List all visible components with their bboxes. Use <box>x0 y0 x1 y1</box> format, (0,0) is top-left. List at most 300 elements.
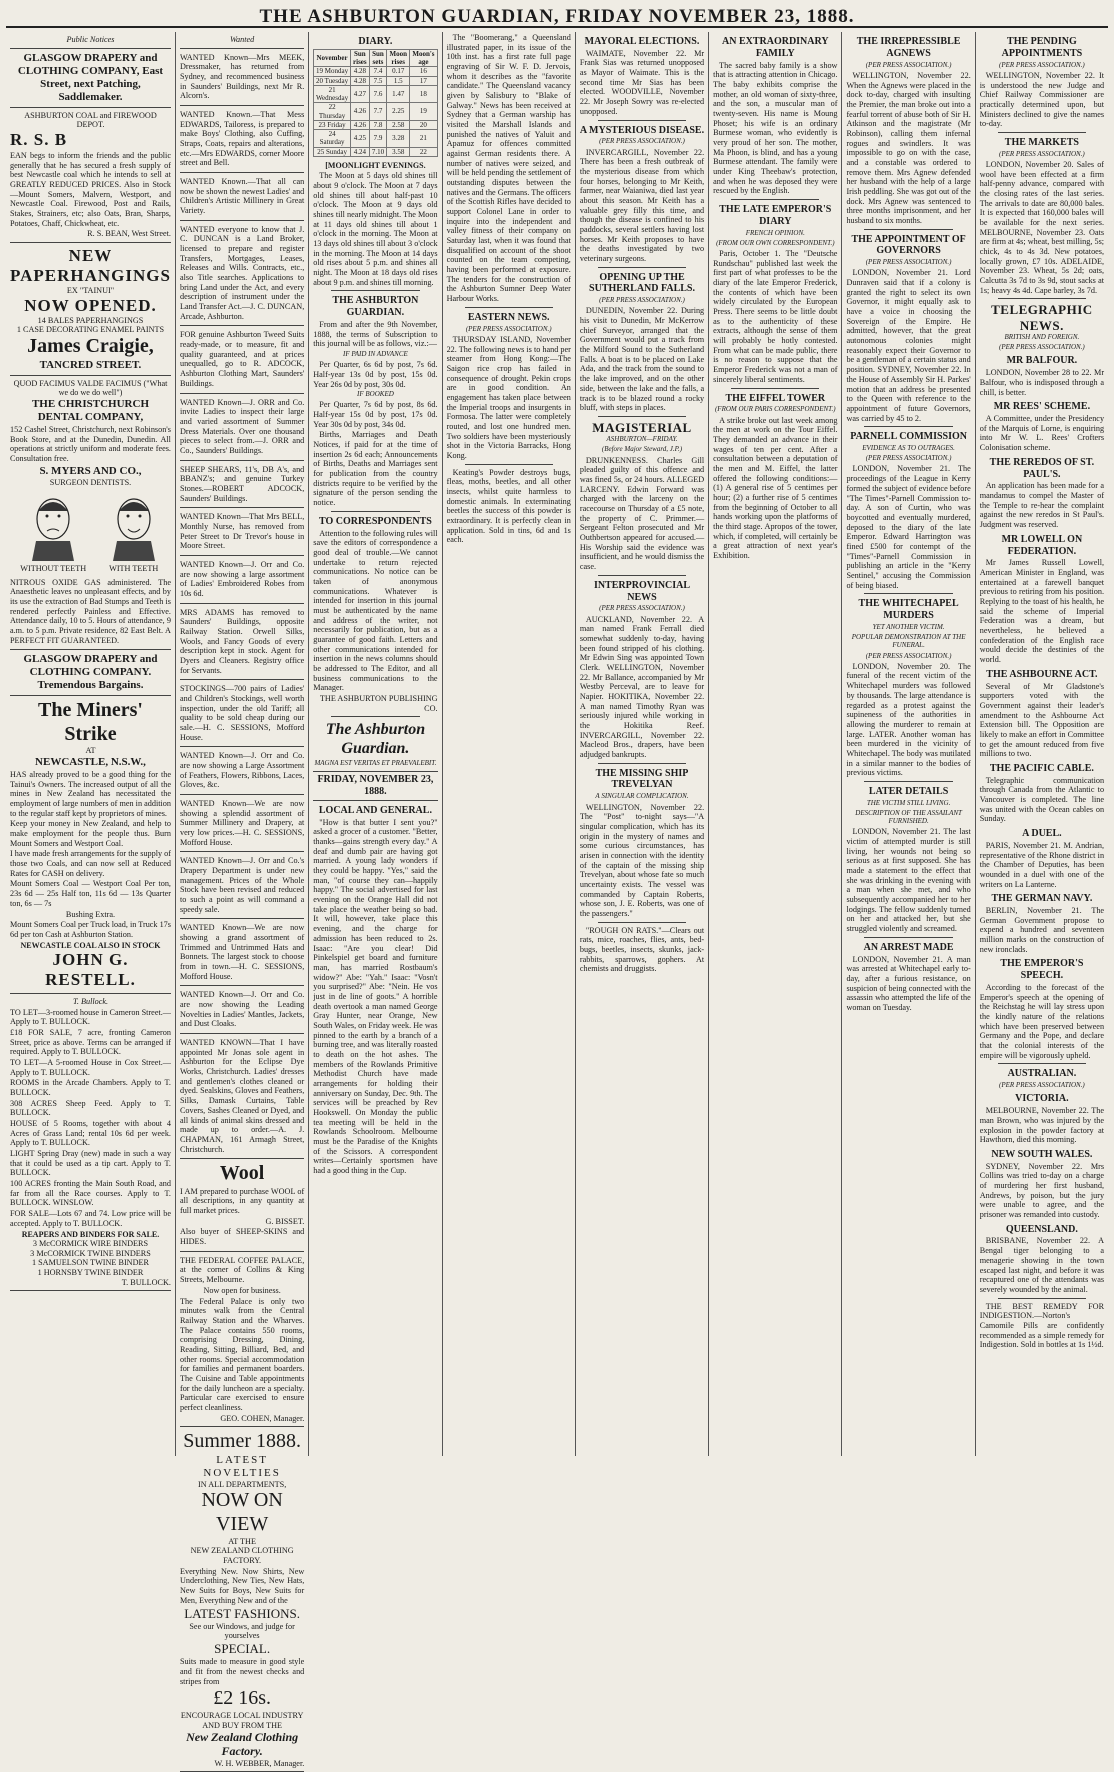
divider <box>864 937 952 938</box>
divider <box>998 298 1086 299</box>
ad-merchant-name: JOHN G. RESTELL. <box>45 949 136 989</box>
ad-signature: G. BISSET. <box>265 1216 305 1226</box>
article-body: BERLIN, November 21. The German Government propose to expend a hundred and seventeen million marks on the construction of new ironclads. <box>979 906 1105 954</box>
article-source: (PER PRESS ASSOCIATION.) <box>599 296 685 305</box>
table-cell: 20 <box>410 120 437 129</box>
ad-item: 100 ACRES fronting the Main South Road, and far from all the Race courses. Apply to T. BULLOCK. WINSLOW. <box>10 1179 171 1208</box>
article-source: (PER PRESS ASSOCIATION.) <box>599 137 685 146</box>
table-body <box>314 67 437 157</box>
ad-body: Keep your money in New Zealand, and help to make employment for the people thus. Burn Mount Somers and Westport Coal. <box>10 819 171 848</box>
table-row <box>314 85 437 103</box>
ad-body: WANTED Known—J. ORR and Co. invite Ladies to inspect their large and varied assortment of Summer Dress Materials. Over one thousand pieces to select from.—J. ORR and Co., Saunders' Buildings. <box>179 397 305 455</box>
wanted-ad <box>180 461 304 509</box>
table-cell: 23 Friday <box>314 120 351 129</box>
table-cell: 20 Tuesday <box>314 76 351 85</box>
article-heading: MR REES' SCHEME. <box>993 401 1091 413</box>
article-body: "How is that butter I sent you?" asked a grocer of a customer. "Better, thanks—gains strength every day." A deaf and dumb pair are having got married. A young lady wonders if they could be happy. "Yes," said the man, "of course they can—happily happy." The social advertised for last evening on the Orange Hall did not take place the weather being so bad. It will, however, take place this evening, and the charge for admission has been reduced to 2s. Isaac: "Are you clear! Did Pinkelspiel get board and furniture man, has married Rostbaum's widow?" Abe: "Yah." Isaac: "Vosn't you surprised?" Abe: "Nein. He vos just in de line of goots." A horrible death overtook a man named George Gray Hunter, near Orange, New South Wales, on Friday week. He was pinned to the earth by a branch of a burning tree, and was literally roasted to death on the hot ashes. The members of the Rowlands Primitive Methodist Church have made arrangements for holding their anniversary on Sunday, Dec. 9th. The services will be preached by Rev Hookswell. On Monday the public tea meeting will be held in the Rowlands Schoolroom. Melbourne must be the Paradise of the Knights of the Scissors. A correspondent writes—Certainly sportsmen have had a good thing in the Cup. <box>313 817 438 1175</box>
table-cell: 4.28 <box>350 76 369 85</box>
table-cell: 18 <box>410 85 437 103</box>
table-cell: 25 Sunday <box>314 147 351 156</box>
article-body: LONDON, November 20. The funeral of the recent victim of the Whitechapel murders was followed by thousands. The large attendance is regarded as a protest against the supineness of the authorities in allowing the murderer to remain at large. LATER. Another woman has been murdered in the vicinity of Whitechapel. The body was mutilated in a similar manner to the bodies of previous victims. <box>846 661 971 778</box>
article-heading: A DUEL. <box>1022 828 1062 840</box>
table-cell: 19 Monday <box>314 67 351 76</box>
article-heading: AN ARREST MADE <box>863 941 954 953</box>
ad-line: 14 BALES PAPERHANGINGS <box>37 315 144 325</box>
article-subheading: ASHBURTON—FRIDAY. <box>606 435 678 444</box>
divider <box>598 922 686 923</box>
table-row <box>314 130 437 148</box>
article-heading: QUEENSLAND. <box>1005 1223 1078 1235</box>
ad-item: ROOMS in the Arcade Chambers. Apply to T. BULLOCK. <box>10 1078 171 1098</box>
article-body: A Committee, under the Presidency of the Marquis of Lorne, is enquiring into Mr W. L. Rees' Crofters Colonisation scheme. <box>979 414 1105 453</box>
dental-ad <box>10 376 171 651</box>
advertisement-text: "ROUGH ON RATS."—Clears out rats, mice, roaches, flies, ants, bed-bugs, beetles, insects, skunks, jack-rabbits, sparrows, gophers. At chemists and druggists. <box>579 925 705 974</box>
ad-signature: R. S. BEAN, West Street. <box>87 229 171 239</box>
ad-note: Bushing Extra. <box>65 909 116 919</box>
article-subheading: EVIDENCE AS TO OUTRAGES. <box>862 443 955 452</box>
article-body: INVERCARGILL, November 22. There has been a fresh outbreak of the mysterious disease from which four horses, belonging to Mr Keith, farmer, near Waianiwa, died last year about this season. Mr Keith has a valuable grey filly this time, and though the disease is confined to his paddocks, several settlers having lost horses. Mr Keith proposes to have the deaths investigated by two veterinary surgeons. <box>579 147 705 263</box>
ad-note: Mount Somers Coal per Truck load, in Truck 17s 6d per ton Cash at Ashburton Station. <box>10 920 171 939</box>
article-body: DRUNKENNESS. Charles Gill pleaded guilty of this offence and was fined 5s, or 24 hours. ALLEGED LARCENY. Edwin Forward was charged with the larceny on the racecourse on Thursday of a £5 note, the property of C. Primmer.—Sergeant Felton prosecuted and Mr Outhbertson appeared for accused.—His Worship said the evidence was insufficient, and he would dismiss the case. <box>579 455 705 572</box>
wanted-ad <box>180 795 304 852</box>
column-6 <box>709 32 842 1456</box>
article-heading: THE LATE EMPEROR'S DIARY <box>719 204 832 227</box>
ad-signature: GEO. COHEN, Manager. <box>220 1413 305 1423</box>
wanted-ad <box>180 747 304 795</box>
article-body: WELLINGTON, November 22. The "Post" to-night says—"A singular complication, which has its origin in the mystery of names and some curious circumstances, has arisen in connection with the identity of the captain of the missing ship Trevelyan, about whose fate so much uncertainty exists. The vessel was commanded by Captain Roberts, whose son, J. E. Roberts, was one of the passengers." <box>579 802 705 918</box>
article-subheading: FRENCH OPINION. <box>745 228 805 237</box>
article-body: BRISBANE, November 22. A Bengal tiger belonging to a menagerie showing in the town escaped last night, and before it was recaptured one of the attendants was severely wounded by the animal. <box>979 1236 1105 1294</box>
article-body: LONDON, November 21. Lord Dunraven said that if a colony is granted the right to select its own Governor, it might equally ask to have a voice in choosing the Sovereign of the Empire. He admitted, however, that the great autonomous colonies might reasonably expect their Governor to be a gentleman of a certain status and position. SYDNEY, November 22. In the House of Assembly Sir H. Parkes' motion that an address be presented to the Queen with reference to the appointment of future Governors, was carried by 45 to 2. <box>846 268 971 423</box>
ad-special: SPECIAL. <box>214 1641 271 1656</box>
ad-item: REAPERS AND BINDERS FOR SALE. <box>21 1229 160 1239</box>
divider <box>465 464 553 465</box>
article-source: (PER PRESS ASSOCIATION.) <box>999 1081 1085 1090</box>
ad-body: HAS already proved to be a good thing for the Tainui's Owners. The increased output of all the mines in New Zealand has necessitated the employment of large numbers of men in addition to the regular staff kept by proprietors of mines. <box>10 770 171 818</box>
wanted-ad <box>180 173 304 221</box>
ad-signature: W. H. WEBBER, Manager. <box>214 1758 305 1768</box>
wanted-ad <box>180 394 304 461</box>
article-heading: THE ASHBOURNE ACT. <box>986 668 1098 680</box>
ad-heading: Wool <box>219 1162 265 1185</box>
article-body: WELLINGTON, November 22. It is understood the new Judge and Chief Railway Commissioner are practically determined upon, but Ministers declined to give the names to-day. <box>979 70 1105 129</box>
ad-body: WANTED Known—J. Orr and Co.'s Drapery Department is under new management. Prices of the Whole Stock have been revised and reduced to such a point as will command a speedy sale. <box>179 856 305 914</box>
article-body: The "Boomerang," a Queensland illustrated paper, in its issue of the 10th inst. has a first rate full page engraving of Sir W. F. D. Jervois, whom it describes as the "favorite candidate." The Queensland vacancy given by Salisbury to "Blake of Galway." News has been received at Sydney that a German warship has visited the Marshall Islands and punished the natives of Yaluit and Apamuz for offences committed against German residents there. A number of natives were seized, and will be held pending the settlement of outstanding disputes between the natives and the Germans. The officers of the Scottish Rifles have decided to support Colonel Lane in order to inquire into the independent and valley fitness of their company on Saturday last, when it was found that disqualified on account of the shoot counted on the team competing, having been performed at exposure. The tenders for the construction of the Ashburton Sumner Deep Water Harbour Works. <box>446 33 571 304</box>
article-body: A strike broke out last week among the men at work on the Tour Eiffel. They demanded an advance in their wages of ten per cent. After a consultation between a deputation of the men and M. Eiffel, the latter offered the following conditions:—(1) A general rise of 5 centimes per hour; (2) a further rise of 5 centimes from the beginning of October to all hands working upon the platforms of the third stage. Apropos of the tower, which, if completed, will certainly be a great attraction of next year's Exhibition. <box>713 415 838 560</box>
ad-heading: Summer 1888. <box>183 1430 301 1453</box>
article-source: (FROM OUR PARIS CORRESPONDENT.) <box>714 405 836 414</box>
article-body: The sacred baby family is a show that is attracting attention in Chicago. The baby exhibits comprise the mother, an old woman of sixty-three, and the son, a muscular man of twenty-seven. His name is Moung Phoset; his wife is an ordinary Burmese woman, who evidently is very proud of her son. The mother, Ma Phoon, is blind, and has a young Burmese attendant. The family were under King Theebaw's protection, and when he was deposed they were rescued by the English. <box>713 60 838 196</box>
ad-body: WANTED Known—That Mrs BELL, Monthly Nurse, has removed from Peter Street to Dr Trevor's house in Moore Street. <box>179 512 305 551</box>
ad-body: WANTED Known—We are now showing a grand assortment of Trimmed and Untrimmed Hats and Bonnets. The largest stock to choose from in town.—H. C. SESSIONS, Mofford House. <box>179 923 305 981</box>
article-heading: THE PENDING APPOINTMENTS <box>1001 36 1083 59</box>
wanted-ad <box>180 986 304 1034</box>
caption-left: WITHOUT TEETH <box>20 563 87 573</box>
article-heading: AUSTRALIAN. <box>1007 1068 1077 1080</box>
ad-street: TANCRED STREET. <box>39 358 142 371</box>
table-cell: 7.10 <box>369 147 386 156</box>
divider <box>731 199 819 200</box>
table-cell: 7.8 <box>369 120 386 129</box>
article-body: LONDON, November 21. The proceedings of the League in Kerry formed the subject of evidence before "The Times"-Parnell Commission to-day. A son of Curtin, who was boycotted and eventually murdered, deposed to the diary of the late Emperor. Edward Harrington was fined £500 for contempt of the "Times"-Parnell Commission in publishing an article in the "Kerry Sentinel," accusing the Commission of being biased. <box>846 464 971 590</box>
columns <box>6 32 1108 1768</box>
article-source: (Before Major Steward, J.P.) <box>601 445 683 454</box>
divider <box>598 575 686 576</box>
table-cell: 17 <box>410 76 437 85</box>
ad-factory-name: New Zealand Clothing Factory. <box>186 1730 299 1759</box>
article-body: Attention to the following rules will save the editors of correspondence a good deal of trouble.—We cannot undertake to return rejected communications. No notice can be taken of anonymous communications. Whatever is intended for insertion in this journal must be authenticated by the name and address of the writer, not necessarily for publication, but as a guarantee of good faith. Letters and other communications intended for insertion in the news columns should be addressed to The Editor, and all business communications to the Manager. <box>313 528 438 693</box>
article-heading: MR LOWELL ON FEDERATION. <box>1001 533 1083 557</box>
article-source: (PER PRESS ASSOCIATION.) <box>865 258 952 267</box>
article-heading: THE MISSING SHIP TREVELYAN <box>595 767 689 791</box>
table-header-row <box>314 49 437 67</box>
divider <box>465 307 553 308</box>
article-body: LONDON, November 20. Sales of wool have been effected at a firm half-penny advance, compared with the closing rates of the last series. The arrivals to date are 80,000 bales. It is expected that 160,000 bales will be available for the next series. MELBOURNE, November 23. Oats are firm at 4s; wheat, best milling, 5s; chick, 4s to 4s 3d. New potatoes, locally grown, £7 10s. ADELAIDE, November 23. Wheat, 5s 2d; oats, Calcutta 3s 7d to 3s 9d, stout sacks at 1s; heavy 4s 4d. Cape barley, 3s 7d. <box>979 159 1105 295</box>
column-3 <box>309 32 442 1456</box>
wanted-ad <box>180 680 304 747</box>
divider <box>998 132 1086 133</box>
article-body: DUNEDIN, November 22. During his visit to Dunedin, Mr McKerrow chief Surveyor, arranged that the Government would put a track from the Milford Sound to the Sutherland Falls. A boat is to be placed on Lake Ada, and the track from the sound to the lake improved, and on the other side, between the lake and the falls, a track is to be blazed round a rocky bluff, with steps in places. <box>579 306 705 413</box>
ad-body: Everything New. Now Shirts, New Underclothing, New Ties, New Hats, New Suits for Boys, New Suits for Men, Everything New and of the <box>179 1566 305 1605</box>
article-subheading: BRITISH AND FOREIGN. <box>1004 332 1080 341</box>
divider <box>598 120 686 121</box>
table-cell: 21 <box>410 130 437 148</box>
article-body: SYDNEY, November 22. Mrs Collins was tried to-day on a charge of murdering her first husband, Andrews, by poison, but the jury were unable to agree, and the prisoner was remanded into custody. <box>979 1161 1105 1220</box>
article-heading: THE GERMAN NAVY. <box>991 893 1093 905</box>
ad-signature: T. BULLOCK. <box>121 1277 171 1287</box>
table-cell: 4.25 <box>350 130 369 148</box>
ad-body: WANTED Known.—That Mess EDWARDS, Tailoress, is prepared to make Boys' Clothing, also Cuffing, Straps, Coats, repairs and alterations, etc.—Mrs EDWARDS, corner Moore street and Bell. <box>179 110 305 168</box>
wanted-ad <box>180 508 304 556</box>
ad-item: 1 HORNSBY TWINE BINDER <box>37 1267 144 1277</box>
article-body: WELLINGTON, November 22. When the Agnews were placed in the dock to-day, charged with insulting the Premier, the man broke out into a fearful torrent of abuse both of Sir H. Atkinson and the magistrate (Mr Robinson), calling them infernal rogues and swindlers. It was impossible to go on with the case, and a constable was ordered to remove them. Mrs Agnew defended her husband with the help of a large Irish peddling. She was got out of the dock. Mrs Agnew was sentenced to three months imprisonment, and her husband to six months. <box>846 70 971 225</box>
ad-rates: Mount Somers Coal — Westport Coal Per ton, 23s 6d — 25s Half ton, 11s 6d — 13s Quarter ton, 6s — 7s <box>10 879 171 908</box>
article-heading: THE IRREPRESSIBLE AGNEWS <box>856 36 961 59</box>
table-cell: 4.26 <box>350 103 369 121</box>
wanted-ad <box>180 556 304 604</box>
ad-depot: NEWCASTLE COAL ALSO IN STOCK <box>20 940 161 950</box>
column-8 <box>976 32 1108 1456</box>
ad-heading: THE CHRISTCHURCH DENTAL COMPANY, <box>31 398 149 424</box>
table-cell: 21 Wednesday <box>314 85 351 103</box>
article-body: The Moon at 5 days old shines till about 9 o'clock. The Moon at 7 days old shines till about half-past 10 o'clock. The Moon at 9 days old shines till nearly midnight. The Moon at 11 days old shines till about 1 o'clock in the morning. The Moon at 13 days old shines till about 3 o'clock in the morning. The Moon at 14 days old rises about 5 p.m. and shines all night. The Moon at 18 days old rises about 9 p.m. and shines till morning. <box>313 171 438 287</box>
ad-body: WANTED Known—Mrs MEEK, Dressmaker, has returned from Sydney, and recommenced business in Saunders' Buildings, next Mr R. Alcorn's. <box>179 52 305 101</box>
diary-heading: DIARY. <box>358 36 393 47</box>
paperhangings-ad <box>10 243 171 376</box>
table-cell: 7.4 <box>369 67 386 76</box>
ad-item: 3 McCORMICK WIRE BINDERS <box>32 1238 149 1248</box>
ad-place: NEWCASTLE, N.S.W., <box>35 756 146 769</box>
glasgow-ad-2 <box>10 650 171 696</box>
table-cell: 4.27 <box>350 85 369 103</box>
ad-item: LIGHT Spring Dray (new) made in such a way that it could be used as a tip cart. Apply to T. BULLOCK. <box>10 1149 171 1178</box>
divider <box>864 229 952 230</box>
ad-item: 3 McCORMICK TWINE BINDERS <box>30 1248 151 1258</box>
ad-subheading: EX "TAINUI" <box>66 286 115 296</box>
article-heading: THE PACIFIC CABLE. <box>989 762 1094 774</box>
face-illustration-icon <box>26 491 80 561</box>
ad-body: WANTED everyone to know that J. C. DUNCAN is a Land Broker, licensed to prepare and register Transfers, Mortgages, Leases, Releases and Wills. Contracts, etc., also Title searches. Applications to bring Land under the Act, and every description of instrument under the Land Transfer Act.—J. C. DUNCAN, Arcade, Ashburton. <box>179 224 305 321</box>
coal-depot-ad <box>10 108 171 243</box>
article-subheading: POPULAR DEMONSTRATION AT THE FUNERAL. <box>851 633 966 650</box>
ad-subheading: Now open for business. <box>203 1285 281 1295</box>
guardian-subscription-heading: THE ASHBURTON GUARDIAN. <box>332 295 419 319</box>
local-general-heading: LOCAL AND GENERAL. <box>318 804 432 816</box>
table-cell: 4.28 <box>350 67 369 76</box>
glasgow-ad-1 <box>10 49 171 108</box>
section-label: Public Notices <box>10 32 171 49</box>
column-2 <box>176 32 309 1768</box>
face-without-teeth <box>20 491 86 573</box>
clothing-factory-ad <box>180 1427 304 1772</box>
ad-item: TO LET—A 5-roomed House in Cox Street.—Apply to T. BULLOCK. <box>10 1058 171 1077</box>
column-7 <box>842 32 975 1456</box>
ad-body: STOCKINGS—700 pairs of Ladies' and Children's Stockings, well worth inspection, under the old Tariff; all quality to be sold cheap during our sale.—H. C. SESSIONS, Mofford House. <box>179 684 305 742</box>
ad-motto: QUOD FACIMUS VALDE FACIMUS ("What we do we do well") <box>13 378 168 398</box>
column-4 <box>443 32 576 1456</box>
ad-body: WANTED Known.—That all can now be shown the newest Ladies' and Children's Artistic Millinery in Great Variety. <box>179 177 305 216</box>
article-heading: MR BALFOUR. <box>1006 355 1078 367</box>
article-body: Paris, October 1. The "Deutsche Rundschau" published last week the first part of what professes to be the diary of the late Emperor Frederick, the contents of which have been widely circulated by the European Press. There seems to be little doubt as to the authenticity of these extracts, although the sense of them will probably be hotly contested. From what can be made public, there is no reason to suppose that the Emperor Frederick was not a man of sincerely liberal sentiments. <box>713 249 838 384</box>
table-cell: 16 <box>410 67 437 76</box>
ad-line: ENCOURAGE LOCAL INDUSTRY <box>180 1710 304 1720</box>
miners-strike-ad <box>10 696 171 994</box>
table-header-cell: Moon's age <box>410 49 437 67</box>
masthead: THE ASHBURTON GUARDIAN, FRIDAY NOVEMBER 23, 1888. <box>6 4 1108 28</box>
divider <box>864 426 952 427</box>
ad-company-name: S. MYERS AND CO., <box>39 464 142 477</box>
section-label: Wanted <box>180 32 304 49</box>
article-heading: THE EIFFEL TOWER <box>725 392 826 404</box>
divider <box>598 763 686 764</box>
article-heading: THE REREDOS OF ST. PAUL'S. <box>989 456 1095 480</box>
ad-body: WANTED Known—J. Orr and Co. are now showing a Large Assortment of Feathers, Flowers, Ribbons, Laces, Gloves, &c. <box>179 751 305 790</box>
divider <box>864 593 952 594</box>
ad-body: 152 Cashel Street, Christchurch, next Robinson's Book Store, and at the Dunedin, Dunedin. All operations at strictly uniform and moderate fees. Consultation free. <box>10 424 171 463</box>
ad-latest: LATEST NOVELTIES <box>203 1453 281 1479</box>
divider <box>331 716 419 717</box>
wool-ad <box>180 1159 304 1252</box>
wanted-ad <box>180 919 304 986</box>
diary-table <box>313 49 437 157</box>
article-body: LONDON, November 28 to 22. Mr Balfour, who is indisposed through a chill, is better. <box>979 368 1105 397</box>
issue-date: FRIDAY, NOVEMBER 23, 1888. <box>313 771 437 801</box>
table-cell: 22 <box>410 147 437 156</box>
ad-item: £18 FOR SALE, 7 acre, fronting Cameron Street, price as above. Terms can be arranged if required. Apply to T. BULLOCK. <box>10 1028 171 1057</box>
article-body: WAIMATE, November 22. Mr Frank Sias was returned unopposed as Mayor of Waimate. This is the second time Mr Sias has been elected. WOODVILLE, November 22. Mr Joseph Sowry was re-elected unopposed. <box>579 48 705 116</box>
table-row <box>314 147 437 156</box>
article-heading: A MYSTERIOUS DISEASE. <box>579 124 705 136</box>
article-heading: PARNELL COMMISSION <box>850 431 967 443</box>
moonlight-heading: [MOONLIGHT EVENINGS. <box>325 160 426 170</box>
table-cell: 7.9 <box>369 130 386 148</box>
table-header-cell: Sun rises <box>350 49 369 67</box>
ad-body: The Federal Palace is only two minutes walk from the Central Railway Station and the Wharves. The Palace contains 550 rooms, comprising Dressing, Dining, Reading, Sitting, Billiard, Bed, and other rooms. Special accommodation for families and permanent boarders. The Cuisine and Table appointments for the daily luncheon are a specialty. Particular care exercised to ensure perfect cleanliness. <box>179 1296 305 1412</box>
rates-body: Per Quarter, 7s 6d by post, 8s 6d. Half-year 15s 0d by post, 17s 0d. Year 30s 0d by post, 34s 0d. <box>313 400 438 429</box>
divider <box>998 1298 1086 1299</box>
ad-heading: THE FEDERAL COFFEE PALACE, at the corner of Collins & King Streets, Melbourne. <box>179 1255 305 1285</box>
article-heading: NEW SOUTH WALES. <box>991 1148 1093 1160</box>
ad-heading: The Miners' Strike <box>37 699 143 745</box>
correspondents-heading: TO CORRESPONDENTS <box>318 515 432 527</box>
ad-body: WANTED Known—J. Orr and Co. are now showing a large assortment of Ladies' Embroidered Robes from 10s 6d. <box>179 559 305 598</box>
table-row <box>314 67 437 76</box>
table-cell: 4.24 <box>350 147 369 156</box>
table-cell: 3.58 <box>387 147 410 156</box>
face-with-teeth <box>107 491 161 573</box>
article-source: (PER PRESS ASSOCIATION.) <box>599 604 685 613</box>
article-heading: THE EMPEROR'S SPEECH. <box>1000 958 1084 982</box>
ad-heading: GLASGOW DRAPERY and CLOTHING COMPANY, East Street, next Patching, Saddlemaker. <box>17 51 164 103</box>
ad-heading: ASHBURTON COAL and FIREWOOD DEPOT. <box>24 110 157 130</box>
divider <box>331 511 419 512</box>
rates-body: Per Quarter, 6s 6d by post, 7s 6d. Half-year 13s 0d by post, 15s 0d. Year 26s 0d by post, 30s 0d. <box>313 360 438 389</box>
divider <box>864 781 952 782</box>
ad-at: AT <box>85 746 96 756</box>
article-body: According to the forecast of the Emperor's speech at the opening of the Reichstag he will lay stress upon the kindly nature of the relations which have been preserved between Germany and the Pope, and declare that the colonial interests of the empire will be vigorously upheld. <box>979 982 1105 1060</box>
article-body: PARIS, November 21. M. Andrian, representative of the Rhone district in the Chamber of Deputies, has been wounded in a duel with one of the writers on La Lanterne. <box>979 840 1105 889</box>
telegraphic-heading: TELEGRAPHIC NEWS. <box>991 302 1093 333</box>
article-body: Births, Marriages and Death Notices, if paid for at the time of insertion 2s 6d each; Announcements of Births, Deaths and Marriages sent for publication from the country districts require to be verified by the signature of the person sending the notice. <box>313 430 438 508</box>
table-cell: 1.5 <box>387 76 410 85</box>
article-source: (PER PRESS ASSOCIATION.) <box>999 343 1085 352</box>
advertisement-text: THE BEST REMEDY FOR INDIGESTION.—Norton's Camomile Pills are confidently recommended as a simple remedy for Indigestion. Sold in bottles at 1s 1½d. <box>979 1301 1105 1350</box>
ad-body: WANTED Known—We are now showing a splendid assortment of Summer Millinery and Drapery, at very low prices.—H. C. SESSIONS, Mofford House. <box>179 799 305 847</box>
divider <box>331 290 419 291</box>
article-heading: THE MARKETS <box>1004 136 1079 148</box>
column-5 <box>576 32 709 1456</box>
article-body: AUCKLAND, November 22. A man named Frank Ferrall died somewhat suddenly to-day, having been found stripped of his clothing. Mr Edwin Sing was appointed Town Clerk. WELLINGTON, November 22. Mr Ballance, accompanied by Mr Westby Perceval, are to leave for Napier. HOKITIKA, November 22. A man named Timothy Ryan was seriously injured while working in the Hokitika Reef. INVERCARGILL, November 22. Macleod Bros., drapers, have been adjudged bankrupts. <box>579 614 705 759</box>
article-heading: INTERPROVINCIAL NEWS <box>593 579 691 603</box>
publisher-signature: THE ASHBURTON PUBLISHING CO. <box>319 694 438 713</box>
ad-body: WANTED Known—J. Orr and Co. are now showing the Leading Novelties in Ladies' Mantles, Jackets, and Dust Cloaks. <box>179 990 305 1029</box>
rates-label: IF BOOKED <box>357 390 394 399</box>
divider <box>598 267 686 268</box>
article-heading: THE APPOINTMENT OF GOVERNORS <box>851 233 966 257</box>
wanted-ad <box>180 852 304 919</box>
table-cell: 2.58 <box>387 120 410 129</box>
ad-item: FOR SALE—Lots 67 and 74. Low price will be accepted. Apply to T. BULLOCK. <box>10 1209 171 1228</box>
ad-body: WANTED KNOWN—That I have appointed Mr Jonas sole agent in Ashburton for the Eclipse Dye Works, Christchurch. Ladies' dresses and gentlemen's clothes cleaned or dyed. Sealskins, Gloves and Feathers, Silks, Damask Curtains, Table Covers, Sashes Cleaned or Dyed, and all kinds of animal skins dressed and made up to order.—A. J. CHAPMAN, 161 Armagh Street, Christchurch. <box>179 1038 305 1154</box>
ad-big-initials: R. S. B <box>10 129 68 149</box>
table-cell: 24 Saturday <box>314 130 351 148</box>
ad-body: NITROUS OXIDE GAS administered. The Anaesthetic leaves no unpleasant effects, and by its use the extraction of Bad Stumps and Teeth is rendered perfectly Painless and Effective. Attendance daily, 10 to 5. Hours of attendance, 9 a.m. to 5 p.m. Private residence, 82 East Belt. A PERFECT FIT GUARANTEED. <box>10 577 171 645</box>
table-row <box>314 76 437 85</box>
ad-body: Suits made to measure in good style and fit from the newest checks and stripes from <box>179 1657 305 1686</box>
eastern-news-heading: EASTERN NEWS. <box>467 311 550 323</box>
article-source: (PER PRESS ASSOCIATION.) <box>999 60 1085 69</box>
table-cell: 1.47 <box>387 85 410 103</box>
ad-opened: NOW OPENED. <box>24 295 157 315</box>
ad-price: £2 16s. <box>213 1687 272 1710</box>
ad-line: IN ALL DEPARTMENTS, <box>197 1479 287 1489</box>
column-1 <box>6 32 176 1456</box>
article-heading: THE WHITECHAPEL MURDERS <box>858 598 959 622</box>
article-subheading: DESCRIPTION OF THE ASSAILANT FURNISHED. <box>855 808 962 826</box>
article-heading: LATER DETAILS <box>868 785 949 797</box>
wanted-ad <box>180 326 304 393</box>
article-subheading: YET ANOTHER VICTIM. <box>872 622 945 631</box>
wanted-ad <box>180 1034 304 1159</box>
article-body: MELBOURNE, November 22. The man Brown, who was injured by the explosion in the powder factory at Hawthorn, died this morning. <box>979 1106 1105 1145</box>
article-source: (PER PRESS ASSOCIATION.) <box>865 651 952 660</box>
ad-line: NEW ZEALAND CLOTHING FACTORY. <box>190 1546 294 1565</box>
article-body: Telegraphic communication through Canada from the Atlantic to Vancouver is completed. The line was united with the Ocean cables on Sunday. <box>979 775 1105 824</box>
ad-item: TO LET—3-roomed house in Cameron Street.—Apply to T. BULLOCK. <box>10 1007 171 1027</box>
ad-fashions: LATEST FASHIONS. <box>184 1606 301 1622</box>
bullock-ads <box>10 994 171 1291</box>
article-subheading: THE VICTIM STILL LIVING. <box>866 798 951 807</box>
divider <box>998 1063 1086 1064</box>
ad-body: Also buyer of SHEEP-SKINS and HIDES. <box>179 1227 305 1247</box>
ad-body: FOR genuine Ashburton Tweed Suits ready-made, or to measure, fit and quality guaranteed, and at prices unequalled, go to R. ADCOCK, Ashburton Clothing Mart, Saunders' Buildings. <box>179 330 305 388</box>
table-cell: 22 Thursday <box>314 103 351 121</box>
ad-item: 1 SAMUELSON TWINE BINDER <box>31 1258 149 1268</box>
ad-body: MRS ADAMS has removed to Saunders' Buildings, opposite Railway Station. Orwell Silks, Wools, and Fancy Goods of every description kept in stock. Agent for Dyers and Cleaners. Registry office for Servants. <box>179 607 305 675</box>
ad-line: AT THE <box>228 1536 256 1546</box>
ad-merchant-name: James Craigie, <box>27 335 154 358</box>
ad-heading: GLASGOW DRAPERY and CLOTHING COMPANY. Tremendous Bargains. <box>23 653 158 692</box>
wanted-ad <box>180 106 304 173</box>
dental-illustration <box>10 491 171 573</box>
ad-body: SHEEP SHEARS, 11's, DB A's, and BBANZ's; and genuine Turkey Stones.—ROBERT ADCOCK, Saunders' Buildings. <box>179 464 305 503</box>
ad-line: See our Windows, and judge for yourselves <box>189 1621 295 1641</box>
divider <box>598 416 686 417</box>
rates-label: IF PAID IN ADVANCE <box>343 349 408 358</box>
face-illustration-icon <box>107 491 161 561</box>
article-body: From and after the 9th November, 1888, the terms of Subscription to this journal will be as follows, viz.:— <box>313 319 438 349</box>
article-source: (PER PRESS ASSOCIATION.) <box>999 149 1085 158</box>
article-heading: AN EXTRAORDINARY FAMILY <box>722 36 829 59</box>
ad-heading: NEW PAPERHANGINGS <box>10 245 171 286</box>
wanted-ad <box>180 221 304 327</box>
article-body: Several of Mr Gladstone's supporters voted with the Government against their leader's amendment to the Ashbourne Act Extension bill. The Opposition are likely to make an effort in Committee to get the amount reduced from five millions to two. <box>979 681 1105 759</box>
ad-item: HOUSE of 5 Rooms, together with about 4 Acres of Grass Land; rental 10s 6d per week. Apply to T. BULLOCK. <box>10 1119 171 1148</box>
ad-heading: T. Bullock. <box>72 997 109 1007</box>
article-body: LONDON, November 21. The last victim of attempted murder is still living, her wounds not being so serious as at first supposed. She has made a statement to the effect that she was drinking in the evening with a man when she met, and who subsequently accompanied her to her lodgings. The fellow suddenly turned on her and attacked her, but she struggled violently and screamed. <box>846 827 971 934</box>
article-body: Mr James Russell Lowell, American Minister in England, was entertained at a farewell banquet previous to retiring from his position. Replying to the toast of his health, he said the scheme of Imperial Federation was a dream, but nevertheless, he believed a confederation of the English race would decide the destinies of the world. <box>979 558 1105 665</box>
article-heading: MAYORAL ELECTIONS. <box>584 36 700 47</box>
table-cell: 2.25 <box>387 103 410 121</box>
table-cell: 19 <box>410 103 437 121</box>
ad-company-sub: SURGEON DENTISTS. <box>49 477 132 487</box>
ad-body: I AM prepared to purchase WOOL of all descriptions, in any quantity at full market prices. <box>179 1186 305 1216</box>
article-heading: VICTORIA. <box>1015 1093 1069 1105</box>
ad-body: I have made fresh arrangements for the supply of those two Coals, and can now sell at Reduced Rates for CASH on delivery. <box>10 849 171 878</box>
table-cell: 4.26 <box>350 120 369 129</box>
ad-line: 1 CASE DECORATING ENAMEL PAINTS <box>16 325 165 335</box>
caption-right: WITH TEETH <box>109 563 159 573</box>
table-header-cell: Sun sets <box>369 49 386 67</box>
magisterial-heading: MAGISTERIAL <box>592 419 692 435</box>
article-body: An application has been made for a mandamus to compel the Master of the Temple to re-hear the complaint against the new reredos in St Paul's. Judgment was reserved. <box>979 481 1105 530</box>
guardian-masthead: The Ashburton Guardian. <box>325 721 426 758</box>
federal-palace-ad <box>180 1252 304 1427</box>
table-header-cell: Moon rises <box>387 49 410 67</box>
article-source: (PER PRESS ASSOCIATION.) <box>465 324 552 333</box>
wanted-ad <box>180 604 304 681</box>
table-cell: 7.6 <box>369 85 386 103</box>
article-body: LONDON, November 21. A man was arrested at Whitechapel early to-day, after a furious resistance, on suspicion of being connected with the assassin who attempted the life of the woman on Tuesday. <box>846 954 971 1012</box>
article-source: (FROM OUR OWN CORRESPONDENT.) <box>716 238 835 247</box>
ad-item: 308 ACRES Sheep Feed. Apply to T. BULLOCK. <box>10 1098 171 1118</box>
table-cell: 0.17 <box>387 67 410 76</box>
divider <box>731 388 819 389</box>
table-header-cell: November <box>314 49 351 67</box>
advertisement-text: Keating's Powder destroys bugs, fleas, moths, beetles, and all other insects, whilst quite harmless to domestic animals. In exterminating beetles the success of this powder is extraordinary. It is perfectly clean in application. Sold in tins, 6d and 1s each. <box>446 467 571 545</box>
article-subheading: A SINGULAR COMPLICATION. <box>595 792 689 801</box>
table-cell: 3.28 <box>387 130 410 148</box>
